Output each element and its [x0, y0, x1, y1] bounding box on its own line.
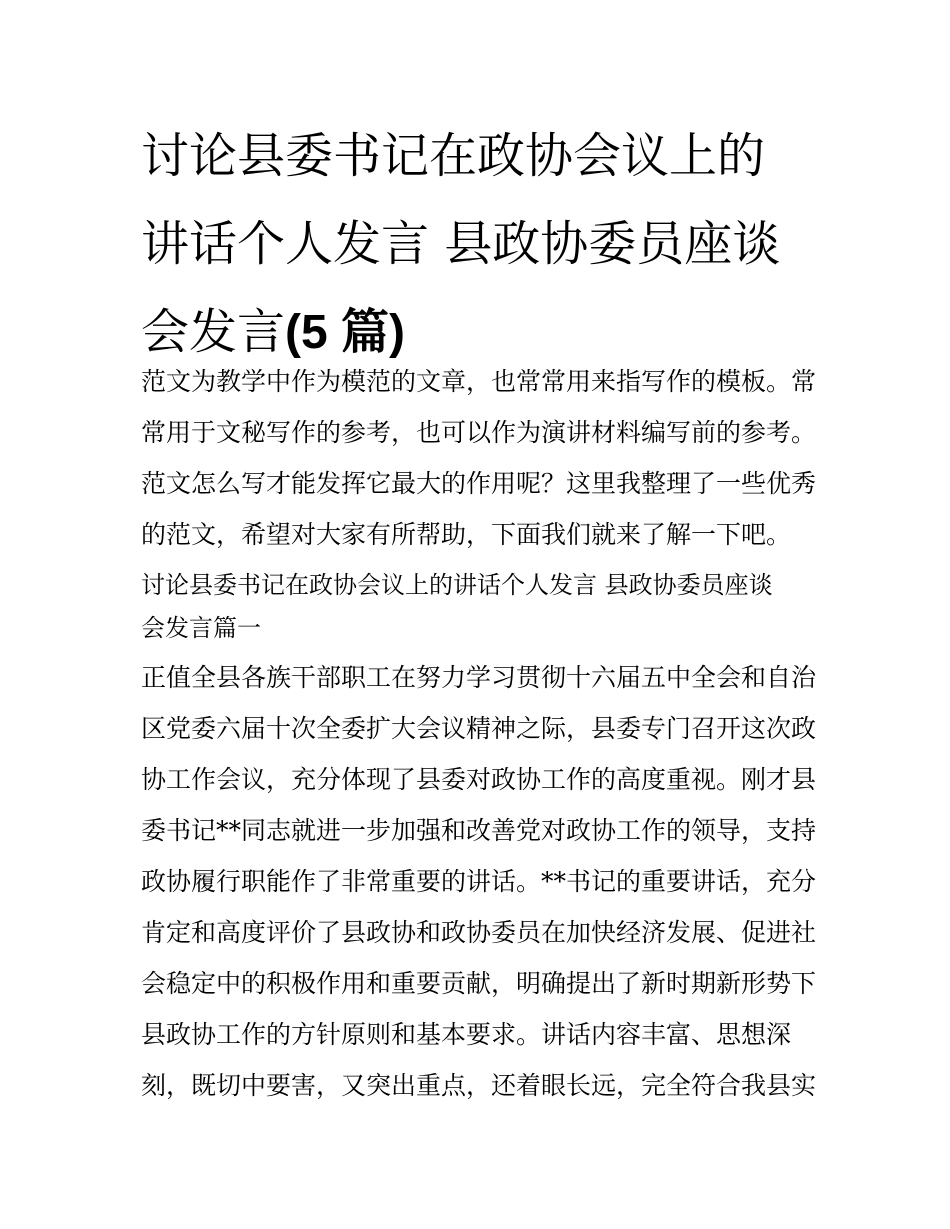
body-line-3: 协工作会议，充分体现了县委对政协工作的高度重视。刚才县 [141, 765, 817, 794]
title-line-3-text: 会发言 [141, 304, 286, 360]
title-line-1: 讨论县委书记在政协会议上的 [141, 128, 766, 184]
body-line-9: 刻，既切中要害，又突出重点，还着眼长远，完全符合我县实 [141, 1071, 817, 1100]
intro-line-1: 范文为教学中作为模范的文章，也常常用来指写作的模板。常 [141, 367, 817, 396]
document-body [141, 356, 831, 1111]
section-heading-line-2: 会发言篇一 [141, 614, 261, 642]
section-heading-line-1: 讨论县委书记在政协会议上的讲话个人发言 县政协委员座谈 [141, 571, 773, 599]
title-count: (5 篇) [285, 306, 406, 359]
body-paragraph [141, 652, 831, 1111]
title-line-2: 讲话个人发言 县政协委员座谈 [141, 216, 781, 272]
body-line-7: 会稳定中的积极作用和重要贡献，明确提出了新时期新形势下 [141, 969, 817, 998]
document-title [141, 112, 821, 377]
body-line-8: 县政协工作的方针原则和基本要求。讲话内容丰富、思想深 [141, 1020, 792, 1049]
body-line-4: 委书记**同志就进一步加强和改善党对政协工作的领导，支持 [141, 816, 817, 845]
intro-line-4: 的范文，希望对大家有所帮助，下面我们就来了解一下吧。 [141, 520, 792, 549]
intro-paragraph [141, 356, 831, 560]
intro-line-3: 范文怎么写才能发挥它最大的作用呢？这里我整理了一些优秀 [141, 469, 817, 498]
body-line-5: 政协履行职能作了非常重要的讲话。**书记的重要讲话，充分 [141, 867, 817, 896]
body-line-1: 正值全县各族干部职工在努力学习贯彻十六届五中全会和自治 [141, 663, 817, 692]
body-line-2: 区党委六届十次全委扩大会议精神之际，县委专门召开这次政 [141, 714, 817, 743]
body-line-6: 肯定和高度评价了县政协和政协委员在加快经济发展、促进社 [141, 918, 817, 947]
section-heading [141, 560, 831, 654]
intro-line-2: 常用于文秘写作的参考，也可以作为演讲材料编写前的参考。 [141, 418, 817, 447]
